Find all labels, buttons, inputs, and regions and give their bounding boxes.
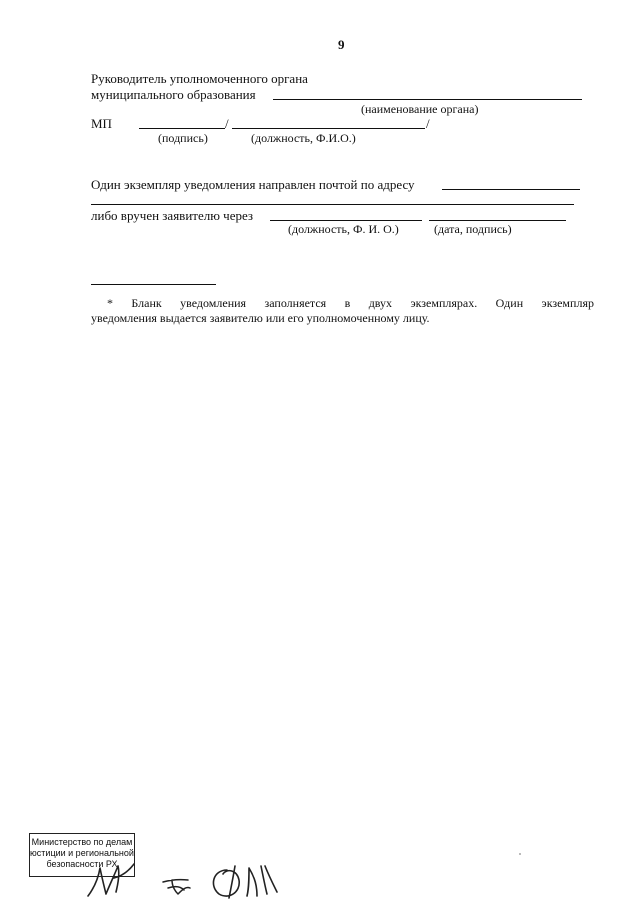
- mail-delivery-text: Один экземпляр уведомления направлен почтой по адресу: [91, 177, 415, 192]
- authority-line-1: Руководитель уполномоченного органа: [91, 71, 308, 86]
- date-signature-caption: (дата, подпись): [434, 222, 512, 236]
- date-signature-field-line: [429, 220, 566, 221]
- receiver-position-caption: (должность, Ф. И. О.): [288, 222, 399, 236]
- footnote: [91, 296, 594, 326]
- handwritten-initials-1: [84, 858, 140, 900]
- footnote-word: заполняется: [264, 296, 327, 310]
- organ-name-field-line: [273, 99, 582, 100]
- footnote-word: экземплярах.: [410, 296, 478, 310]
- slash-separator-1: /: [225, 116, 229, 131]
- footnote-word: Один: [495, 296, 524, 310]
- footnote-word: Бланк: [131, 296, 162, 310]
- footnote-word: двух: [368, 296, 393, 310]
- stamp-line-3: безопасности РХ: [46, 859, 118, 869]
- position-name-caption: (должность, Ф.И.О.): [251, 131, 356, 145]
- footnote-word: уведомления: [180, 296, 247, 310]
- handwritten-signature: [205, 860, 283, 902]
- footnote-word: экземпляр: [541, 296, 594, 310]
- seal-place-label: МП: [91, 116, 112, 131]
- position-name-field-line: [232, 128, 425, 129]
- signature-caption: (подпись): [158, 131, 208, 145]
- receiver-position-field-line: [270, 220, 422, 221]
- scan-speck: [519, 853, 521, 855]
- footnote-asterisk: *: [107, 296, 113, 310]
- footnote-line-2: уведомления выдается заявителю или его уполномоченному лицу.: [91, 311, 430, 325]
- signature-field-line: [139, 128, 225, 129]
- stamp-line-2: юстиции и региональной: [30, 848, 134, 858]
- page-number: 9: [338, 37, 345, 52]
- footnote-separator: [91, 284, 216, 285]
- address-field-line-2: [91, 204, 574, 205]
- slash-separator-2: /: [426, 116, 430, 131]
- hand-delivery-text: либо вручен заявителю через: [91, 208, 254, 223]
- address-field-line-1: [442, 189, 580, 190]
- stamp-line-1: Министерство по делам: [31, 837, 133, 847]
- organ-name-caption: (наименование органа): [361, 102, 479, 116]
- footnote-word: в: [344, 296, 351, 310]
- footnote-line-1: [91, 296, 594, 311]
- authority-line-2: муниципального образования: [91, 87, 256, 102]
- handwritten-initials-2: [160, 874, 194, 898]
